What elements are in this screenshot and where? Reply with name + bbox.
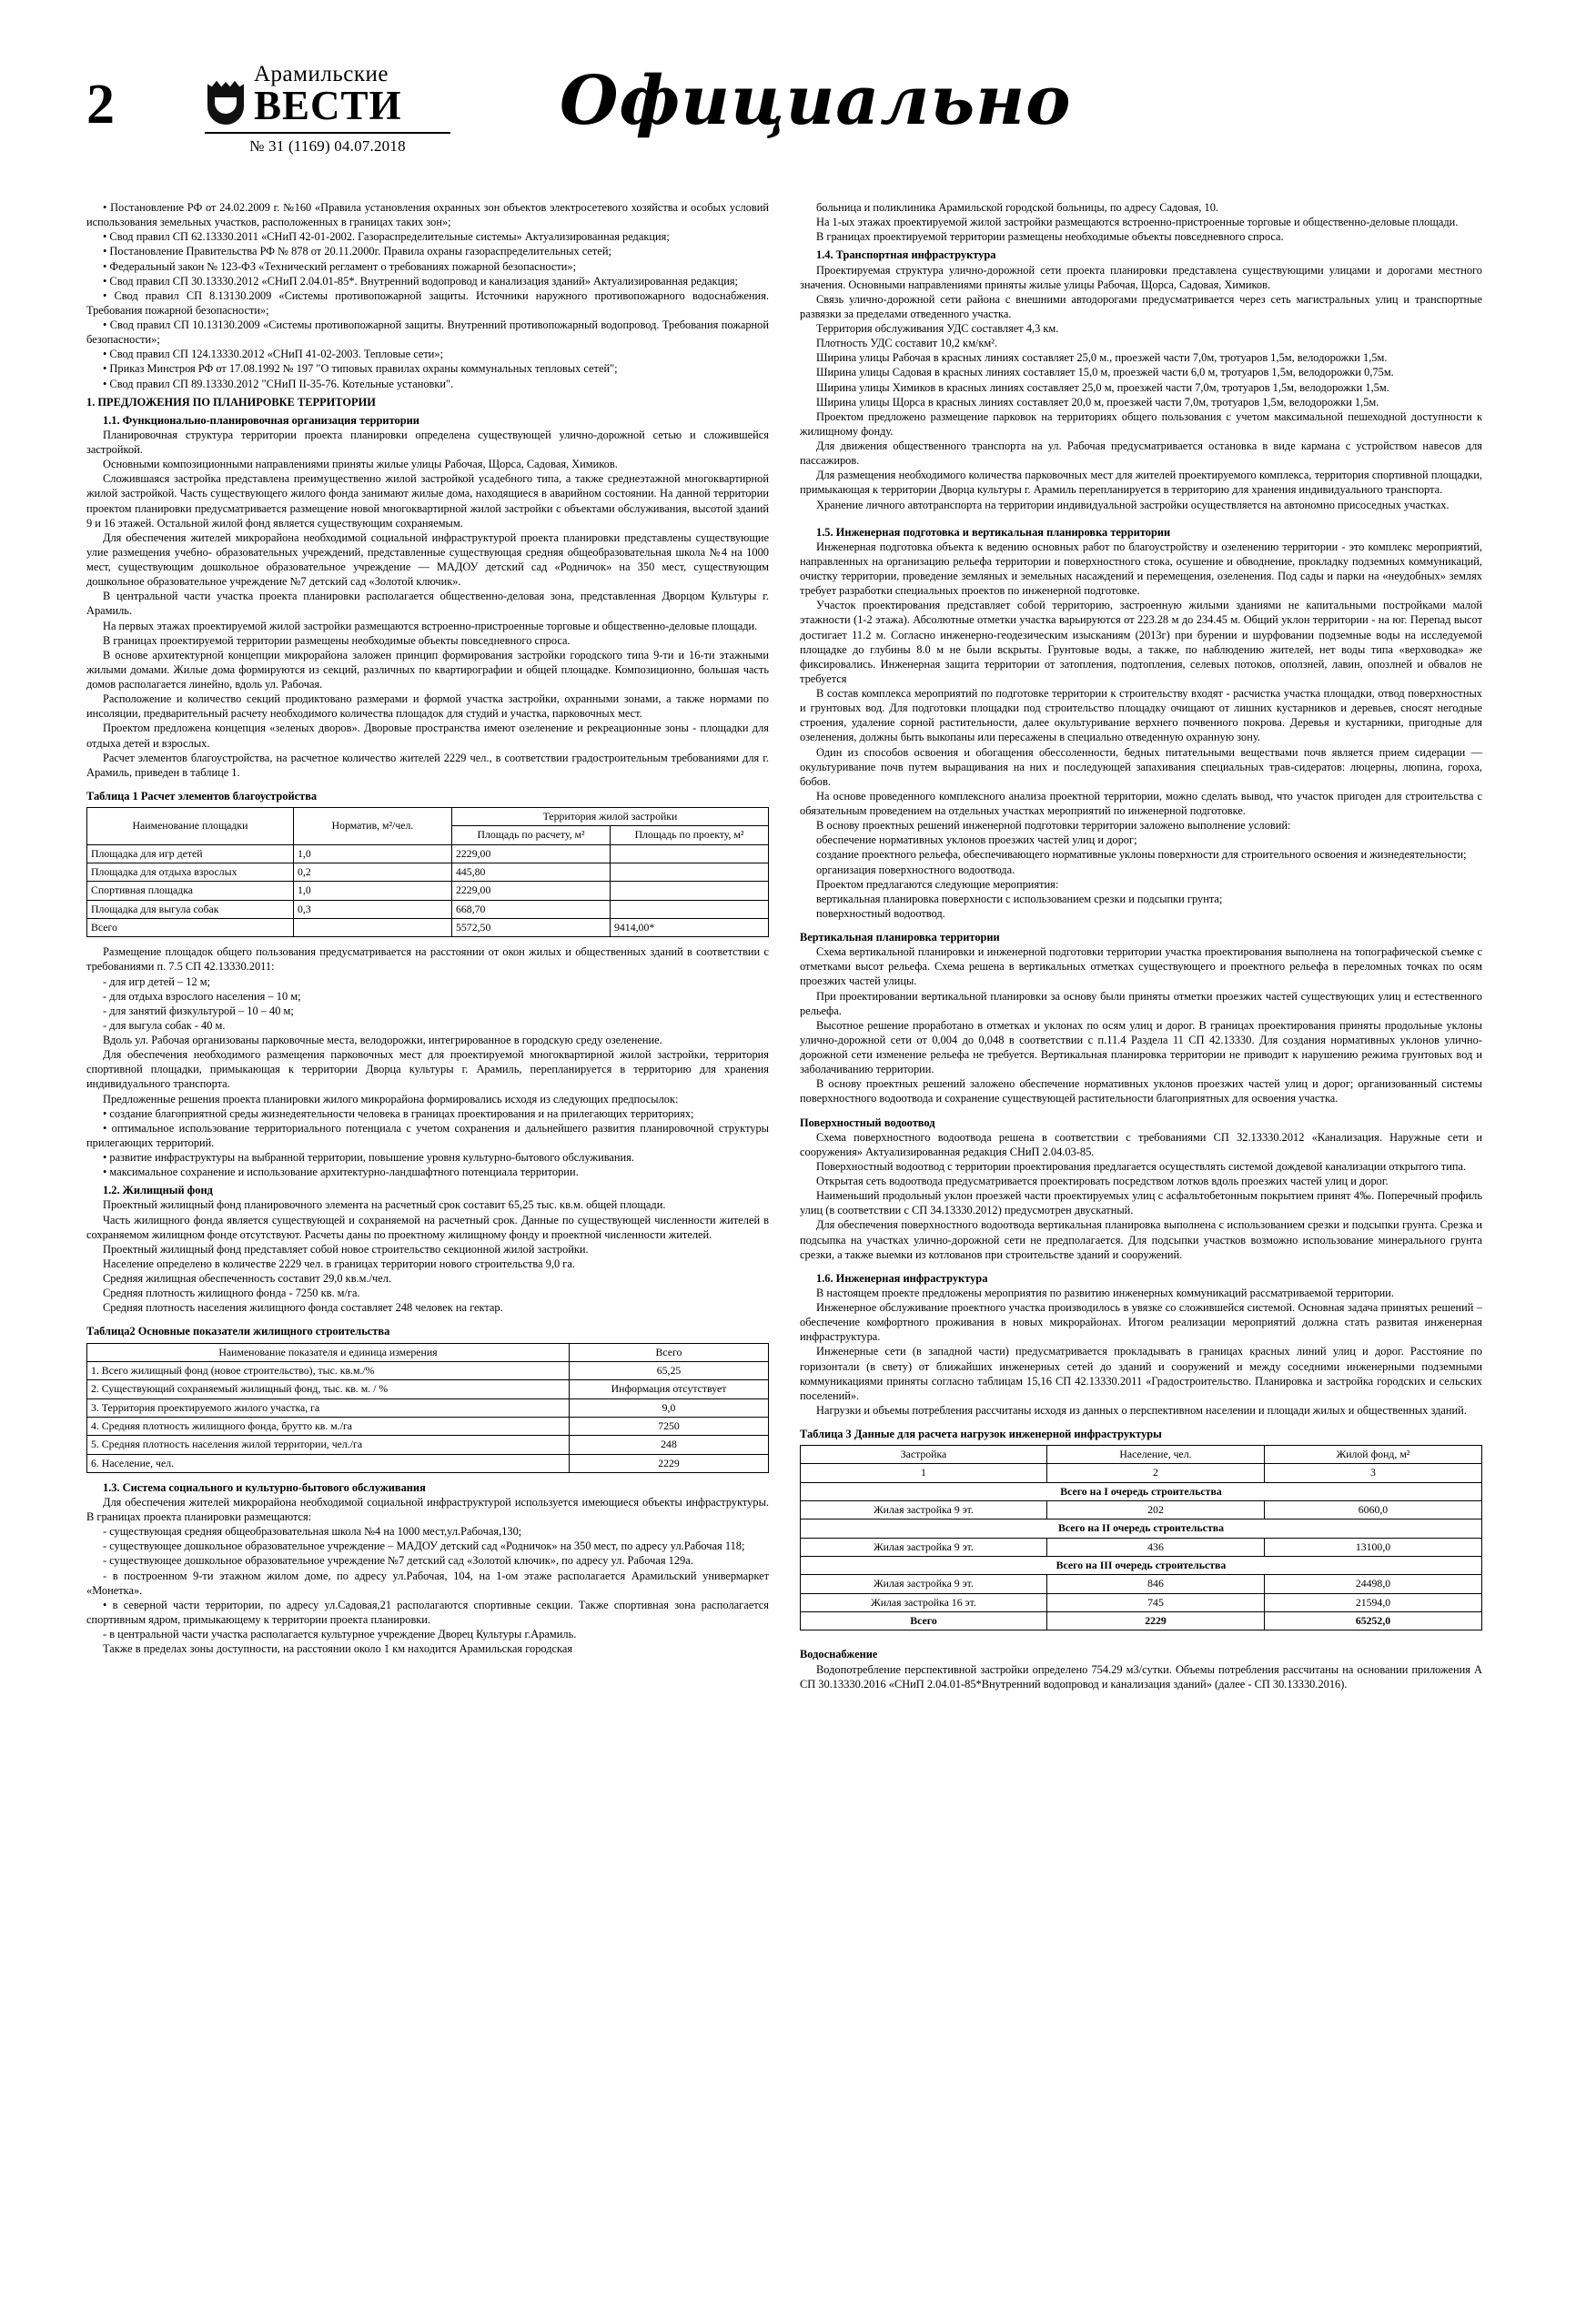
paragraph: Для обеспечения жителей микрорайона необходимой социальной инфраструктурой проекта планировки представлены существующие улие размещения учебно- образовательных учреждений, представленные существующая средняя общеобразовательная школа №4 на 1000 мест, существующим дошкольное образовательное учреждение — МАДОУ детский сад «Родничок» на 350 мест, существующим дошкольное образовательное учреждение №7 детский сад «Золотой ключик».: [86, 530, 769, 589]
paragraph: Проектный жилищный фонд представляет собой новое строительство секционной жилой застройки.: [103, 1242, 589, 1256]
paragraphs-1-6: [800, 1286, 1482, 1418]
table-group-title: Всего на I очередь строительства: [801, 1482, 1482, 1500]
table-cell: 445,80: [452, 863, 611, 881]
paragraph: Предложенные решения проекта планировки жилого микрорайона формировались исходя из следующих предпосылок:: [103, 1092, 679, 1106]
table-cell: 2. Существующий сохраняемый жилищный фонд, тыс. кв. м. / %: [87, 1380, 570, 1398]
table-group-header: [801, 1557, 1482, 1575]
paragraph: Средняя плотность населения жилищного фонда составляет 248 человек на гектар.: [103, 1301, 503, 1315]
paragraphs-1-1: [86, 428, 769, 780]
paragraph: Высотное решение проработано в отметках и уклонах по осям улиц и дорог. В границах проектирования приняты продольные уклоны улично-дорожной сети от 0,004 до 0,048 в соответствии с п.11.4 Раздела 11 СП 42.13330. Для создания нормативных уклонов улично-дорожной сети изменение рельефа не требуется. Вертикальная планировка территории не приводит к нарушению режима грунтовых вод и заболачиванию территории.: [800, 1018, 1482, 1076]
heading-water-supply: Водоснабжение: [800, 1648, 878, 1661]
paragraph: - для отдыха взрослого населения – 10 м;: [103, 989, 301, 1003]
table-cell: 6060,0: [1265, 1501, 1482, 1519]
table-cell-total: 2229: [1047, 1612, 1265, 1631]
table-total-row: [801, 1612, 1482, 1631]
paragraph: обеспечение нормативных уклонов проезжих частей улиц и дорог;: [816, 833, 1137, 847]
paragraph: В настоящем проекте предложены мероприятия по развитию инженерных коммуникаций рассматриваемой территории.: [816, 1286, 1394, 1299]
table-cell: [611, 900, 769, 918]
table-row: [87, 808, 769, 826]
paragraphs-surface: [800, 1130, 1482, 1262]
paragraph: Планировочная структура территории проекта планировки определена существующей улично-дорожной сетью и сложившейся застройкой.: [86, 428, 769, 456]
heading-1-1: 1.1. Функционально-планировочная организация территории: [103, 413, 419, 427]
right-column: [800, 200, 1482, 1691]
table-cell: 21594,0: [1265, 1593, 1482, 1611]
paragraphs-1-3: [86, 1495, 769, 1656]
table-cell: 5. Средняя плотность населения жилой территории, чел./га: [87, 1436, 570, 1454]
paragraph: Для движения общественного транспорта на ул. Рабочая предусматривается остановка в виде кармана с устройством навесов для пассажиров.: [800, 439, 1482, 468]
paragraph: Водопотребление перспективной застройки определено 754.29 м3/сутки. Объемы потребления рассчитаны на основании приложения А СП 30.13330.2016 «СНиП 2.04.01-85*Внутренний водопровод и канализация зданий» (далее - СП 30.13330.2016).: [800, 1662, 1482, 1691]
table-blagoustroystvo: [86, 807, 769, 937]
th-norm: Норматив, м²/чел.: [294, 808, 452, 845]
paragraph: Средняя жилищная обеспеченность составит 29,0 кв.м./чел.: [103, 1272, 392, 1286]
heading-1-5: 1.5. Инженерная подготовка и вертикальная планировка территории: [816, 525, 1171, 539]
paragraphs-after-table1: [86, 944, 769, 1179]
paragraphs-water: [800, 1662, 1482, 1691]
heading-1-4: 1.4. Транспортная инфраструктура: [816, 248, 996, 262]
paragraph: Для обеспечения поверхностного водоотвода вертикальная планировка выполнена с использованием срезки и подсыпки грунта. Срезка и подсыпка на участках улично-дорожной сети не предполагается. Для подсыпки участков возможно использование минерального грунта срезки, а также выемки из котлованов при строительстве зданий и сооружений.: [800, 1218, 1482, 1261]
bullets-top-list: [86, 200, 769, 391]
table-row: [87, 1380, 769, 1398]
paragraph: Ширина улицы Щорса в красных линиях составляет 20,0 м, проезжей части 7,0м, тротуаров 1,5м, велодорожки 1,5м.: [816, 395, 1379, 409]
table-row: [801, 1593, 1482, 1611]
table-row: [801, 1575, 1482, 1593]
table-cell: 745: [1047, 1593, 1265, 1611]
paragraph: В состав комплекса мероприятий по подготовке территории к строительству входят - расчистка участка площадки, отвод поверхностных и грунтовых вод. Для подготовки площадки под строительство площадку очищают от лишних кустарников и деревьев, сносят негодные строения, удаление сорной растительности, далее окультуривание верхнего почвенного покрова. Деревья и кустарники, пригодные для озеленения, должны быть выкопаны или пересажены в специально отведенную охранную зону.: [800, 687, 1482, 744]
paragraph: Для обеспечения жителей микрорайона необходимой социальной инфраструктурой используется имеющиеся объекты инфраструктуры. В границах проекта планировки размещаются:: [86, 1495, 769, 1524]
table-cell: 668,70: [452, 900, 611, 918]
table-group-header: [801, 1519, 1482, 1538]
paragraph: - существующее дошкольное образовательное учреждение №7 детский сад «Золотой ключик», по адресу ул. Рабочая 129а.: [103, 1554, 693, 1568]
table-cell: Жилая застройка 9 эт.: [801, 1538, 1047, 1556]
table-cell: Площадка для игр детей: [87, 844, 294, 863]
paragraph: Схема поверхностного водоотвода решена в соответствии с требованиями СП 32.13330.2012 «Канализация. Наружные сети и сооружения» Актуализированная редакция СНиП 2.04.03-85.: [800, 1130, 1482, 1158]
table-housing-indicators: [86, 1343, 769, 1473]
issue-line: № 31 (1169) 04.07.2018: [205, 132, 450, 156]
paragraph: Для обеспечения необходимого размещения парковочных мест для проектируемой многоквартирной жилой застройки, территория спортивной площадки, примыкающая к территории Дворца культуры г. Арамиль, перепланируется в территорию для хранения индивидуального транспорта.: [86, 1048, 769, 1091]
table-row: [87, 844, 769, 863]
table-cell: Жилая застройка 9 эт.: [801, 1501, 1047, 1519]
paragraph: • Свод правил СП 8.13130.2009 «Системы противопожарной защиты. Источники наружного противопожарного водоснабжения. Требования пожарной безопасности»;: [86, 288, 769, 317]
heading-1-6: 1.6. Инженерная инфраструктура: [816, 1271, 988, 1285]
paragraph: Расчет элементов благоустройства, на расчетное количество жителей 2229 чел., в соответствии градостроительным требованиями для г. Арамиль, приведен в таблице 1.: [86, 751, 769, 779]
table-cell-total: Всего: [801, 1612, 1047, 1631]
paragraph: • оптимальное использование территориального потенциала с учетом сохранения и дальнейшего развития планировочной структуры прилегающих территорий.: [86, 1121, 769, 1149]
table-cell: 65,25: [570, 1361, 769, 1379]
paragraph: Также в пределах зоны доступности, на расстоянии около 1 км находится Арамильская городская: [103, 1642, 573, 1656]
paragraph: Ширина улицы Рабочая в красных линиях составляет 25,0 м., проезжей части 7,0м, тротуаров 1,5м, велодорожки 1,5м.: [816, 351, 1388, 365]
newspaper-logo: [205, 64, 469, 156]
paragraph: Расположение и количество секций продиктовано размерами и формой участка застройки, охранными зонами, а также нормами по инсоляции, предварительный расчету необходимого количества площадок для студий и участка, парковочных мест.: [86, 692, 769, 721]
paragraph: Хранение личного автотранспорта на территории индивидуальной застройки осуществляется на автономно присоседных участках.: [816, 498, 1450, 511]
table-cell: [611, 882, 769, 900]
paragraph: вертикальная планировка поверхности с использованием срезки и подсыпки грунта;: [816, 892, 1223, 905]
article-body: [86, 200, 1510, 1691]
table2-caption: Таблица2 Основные показатели жилищного строительства: [86, 1325, 390, 1338]
table-cell: 4. Средняя плотность жилищного фонда, брутто кв. м./га: [87, 1417, 570, 1435]
th-total: Всего: [570, 1343, 769, 1361]
table-row: [87, 918, 769, 936]
paragraph: Один из способов освоения и обогащения обессоленности, бедных питательными веществами почв является прием сидерации — окультуривание почв путем выращивания на них и последующей запахивания специальных трав-сидератов: люцерны, люпина, гороха, бобов.: [800, 745, 1482, 788]
th-territory: Территория жилой застройки: [452, 808, 769, 826]
paragraph: • максимальное сохранение и использование архитектурно-ландшафтного потенциала территории.: [103, 1166, 579, 1179]
paragraph: Наименьший продольный уклон проезжей части проектируемых улиц с асфальтобетонным покрытием принят 4‰. Поперечный профиль улиц (в соответствии с СП 34.13330.2012) предусмотрен двускатный.: [800, 1189, 1482, 1217]
table-group-title: Всего на III очередь строительства: [801, 1557, 1482, 1575]
paragraph: Часть жилищного фонда является существующей и сохраняемой на расчетный срок. Данные по существующей численности жителей в сохраняемом жилищном фонде отсутствуют. Расчеты даны по проектному жилищному фонду и проектной численности жителей.: [86, 1213, 769, 1241]
heading-surface-drainage: Поверхностный водоотвод: [800, 1116, 935, 1129]
table-cell: 846: [1047, 1575, 1265, 1593]
logo-text: [254, 64, 402, 126]
paragraph: Проектом предлагаются следующие мероприятия:: [816, 877, 1059, 891]
td-num-1: 1: [801, 1464, 1047, 1482]
paragraph: Участок проектирования представляет собой территорию, застроенную жилыми зданиями не капитальными постройками малой этажности (1-2 этажа). Абсолютные отметки участка варьируются от 223.28 м до 234.45 м. Общий уклон территории - на юг. Перепад высот достигает 11.2 м. Согласно инженерно-геодезическим изысканиям (2013г) при бурении и шурфовании подземные воды на исследуемой площадке до глубины 8.0 м не были вскрыты. Грунтовые воды, а также, по наблюдению жителей, нет воды типа «верховодка» же фиксировались. Инженерная защита территории от затопления, подтопления, селевых потоков, оползней, лавин, опозлней и обвалов не требуется: [800, 599, 1482, 685]
paragraph: • Постановление РФ от 24.02.2009 г. №160 «Правила установления охранных зон объектов электросетевого хозяйства и особых условий использования земельных участков, расположенных в границах таких зон»;: [86, 201, 769, 229]
paragraph: Инженерные сети (в западной части) предусматривается прокладывать в границах красных линий улиц и дорог. Расстояние по горизонтали (в свету) от ближайших инженерных сетей до зданий и сооружений и между соседними инженерными подземными коммуникациями приняты согласно таблицам 15,16 СП 42.13330.2011 «Градостроительство. Планировка и застройка городских и сельских поселений».: [800, 1345, 1482, 1402]
paragraph: Открытая сеть водоотвода предусматривается проектировать посредством лотков вдоль проезжих частей улиц и дорог.: [816, 1175, 1389, 1187]
paragraph: В границах проектируемой территории размещены необходимые объекты повседневного спроса.: [816, 230, 1284, 244]
th-housing-fund: Жилой фонд, м²: [1265, 1446, 1482, 1464]
paragraph: - существующая средняя общеобразовательная школа №4 на 1000 мест,ул.Рабочая,130;: [103, 1525, 522, 1539]
table-cell: 3. Территория проектируемого жилого участка, га: [87, 1398, 570, 1417]
paragraph: Население определено в количестве 2229 чел. в границах территории нового строительства 9,0 га.: [103, 1257, 575, 1270]
table-row: [87, 1454, 769, 1472]
paragraph: Ширина улицы Химиков в красных линиях составляет 25,0 м, проезжей части 7,0м, тротуаров 1,5м, велодорожки 1,5м.: [816, 380, 1389, 394]
table-cell: Площадка для отдыха взрослых: [87, 863, 294, 881]
paragraph: - существующее дошкольное образовательное учреждение – МАДОУ детский сад «Родничок» на 350 мест, по адресу ул.Рабочая 118;: [103, 1540, 745, 1553]
table-cell: 436: [1047, 1538, 1265, 1556]
table-cell: 6. Население, чел.: [87, 1454, 570, 1472]
table-cell: 1,0: [294, 882, 452, 900]
td-num-3: 3: [1265, 1464, 1482, 1482]
masthead: [86, 55, 1510, 191]
table-cell: 2229: [570, 1454, 769, 1472]
table-cell: 24498,0: [1265, 1575, 1482, 1593]
paragraph: Основными композиционными направлениями приняты жилые улицы Рабочая, Щорса, Садовая, Химиков.: [103, 458, 618, 471]
paragraph: В основе архитектурной концепции микрорайона заложен принцип формирования застройки городского типа 9-ти и 16-ти этажными жилыми домами. Жилые дома формируются из секций, различных по квартирографии и общей площадке. Композиционно, большая часть домов располагается линейно, вдоль ул. Рабочая.: [86, 648, 769, 691]
paragraph: • Федеральный закон № 123-ФЗ «Технический регламент о требованиях пожарной безопасности»;: [103, 259, 577, 273]
paragraph: - для выгула собак - 40 м.: [103, 1018, 226, 1032]
paragraph: • Приказ Минстроя РФ от 17.08.1992 № 197 "О типовых правилах охраны коммунальных тепловых сетей";: [103, 362, 618, 376]
paragraph: • создание благоприятной среды жизнедеятельности человека в границах проектирования и на прилегающих территориях;: [103, 1106, 694, 1120]
paragraph: Нагрузки и объемы потребления рассчитаны исходя из данных о перспективном населении и площади жилых и общественных зданий.: [816, 1403, 1467, 1417]
coat-of-arms-icon: [205, 79, 247, 126]
paragraph: На основе проведенного комплексного анализа проектной территории, можно сделать вывод, что участок пригоден для строительства с обязательным проведением на отдельных участках мероприятий по инженерной подготовке.: [800, 789, 1482, 817]
table-row: [87, 1417, 769, 1435]
paragraph: • развитие инфраструктуры на выбранной территории, повышение уровня культурно-бытового обслуживания.: [103, 1151, 634, 1165]
table-row: [87, 1343, 769, 1361]
table-cell: 13100,0: [1265, 1538, 1482, 1556]
table-cell: [611, 863, 769, 881]
td-num-2: 2: [1047, 1464, 1265, 1482]
table-cell: Всего: [87, 918, 294, 936]
paragraph: На первых этажах проектируемой жилой застройки размещаются встроенно-пристроенные торговые и общественно-деловые площади.: [103, 619, 758, 632]
table-row: [87, 1436, 769, 1454]
heading-vertical-planning: Вертикальная планировка территории: [800, 931, 1000, 944]
paragraph: Средняя плотность жилищного фонда - 7250 кв. м/га.: [103, 1287, 360, 1300]
paragraph: • Свод правил СП 62.13330.2011 «СНиП 42-01-2002. Газораспределительные системы» Актуализированная редакция;: [103, 230, 670, 244]
table-cell: 2229,00: [452, 882, 611, 900]
paragraph: В границах проектируемой территории размещены необходимые объекты повседневного спроса.: [103, 633, 571, 647]
newspaper-page: [0, 55, 1596, 2312]
th-name: Наименование площадки: [87, 808, 294, 845]
paragraph: создание проектного рельефа, обеспечивающего нормативные уклоны поверхности для строительного освоения и жизнедеятельности;: [816, 848, 1467, 862]
heading-1-2: 1.2. Жилищный фонд: [103, 1184, 213, 1197]
table-cell: 9414,00*: [611, 918, 769, 936]
paragraph: Поверхностный водоотвод с территории проектирования предлагается осуществлять системой дождевой канализации открытого типа.: [816, 1159, 1467, 1173]
table-cell: 1. Всего жилищный фонд (новое строительство), тыс. кв.м./%: [87, 1361, 570, 1379]
table-cell: 202: [1047, 1501, 1265, 1519]
table-row: [87, 1361, 769, 1379]
paragraph: В центральной части участка проекта планировки располагается общественно-деловая зона, представленная Дворцом Культуры г. Арамиль.: [86, 590, 769, 618]
paragraph: На 1-ых этажах проектируемой жилой застройки размещаются встроенно-пристроенные торговые и общественно-деловые площади.: [816, 216, 1459, 229]
page-number: 2: [86, 74, 115, 136]
paragraph: Инженерное обслуживание проектного участка производилось в увязке со сложившейся системой. Основная задача принятых решений – обеспечение комфортного проживания в новых микрорайонах. Итогом реализации мероприятий должна стать развитая инженерная инфраструктура.: [800, 1301, 1482, 1344]
table-cell: 2229,00: [452, 844, 611, 863]
paragraphs-vertical: [800, 944, 1482, 1106]
paragraph: • Свод правил СП 10.13130.2009 «Системы противопожарной защиты. Внутренний противопожарный водопровод. Требования пожарной безопасности»;: [86, 318, 769, 347]
paragraph: Проектируемая структура улично-дорожной сети проекта планировки представлена существующими улицами и дорогами местного значения. Основными направлениями приняты жилые улицы Рабочая, Щорса, Садовая, Химиков.: [800, 263, 1482, 291]
paragraphs-top-right: [800, 200, 1482, 244]
table-cell: 5572,50: [452, 918, 611, 936]
paragraph: Ширина улицы Садовая в красных линиях составляет 15,0 м, проезжей части 6,0 м, тротуаров 1,5м, велодорожки 0,75м.: [816, 366, 1394, 379]
table3-caption: Таблица 3 Данные для расчета нагрузок инженерной инфраструктуры: [800, 1428, 1162, 1440]
paragraph: - в построенном 9-ти этажном жилом доме, по адресу ул.Рабочая, 104, на 1-ом этаже располагается Арамильский универмаркет «Монетка».: [86, 1569, 769, 1597]
table-row: [87, 900, 769, 918]
table-row: [801, 1446, 1482, 1464]
table-row: [87, 882, 769, 900]
table-row: [801, 1501, 1482, 1519]
paragraph: • Свод правил СП 30.13330.2012 «СНиП 2.04.01-85*. Внутренний водопровод и канализация зданий» Актуализированная редакция;: [103, 274, 738, 288]
table-row: [801, 1538, 1482, 1556]
table-cell: 0,3: [294, 900, 452, 918]
paragraph: Схема вертикальной планировки и инженерной подготовки территории участка проектирования выполнена на топографической съемке с отметками высот рельефа. Схема решена в вертикальных отметках существующего и проектного рельефа в переломных точках по осям проезжих частей улицы.: [800, 945, 1482, 988]
table-cell: 1,0: [294, 844, 452, 863]
table-cell-total: 65252,0: [1265, 1612, 1482, 1631]
paragraph: - в центральной части участка располагается культурное учреждение Дворец Культуры г.Арамиль.: [103, 1628, 577, 1641]
table-cell: Жилая застройка 9 эт.: [801, 1575, 1047, 1593]
paragraph: Связь улично-дорожной сети района с внешними автодорогами предусматривается через сеть магистральных улиц и транспортные развязки за пределами отведенного участка.: [800, 292, 1482, 320]
paragraphs-1-5: [800, 540, 1482, 921]
logo-title-top: Арамильские: [254, 62, 389, 86]
table-group-header: [801, 1482, 1482, 1500]
table-cell: 9,0: [570, 1398, 769, 1417]
paragraph: Сложившаяся застройка представлена преимущественно жилой застройкой усадебного типа, а также среднеэтажной многоквартирной жилой застройкой. Часть существующего жилого фонда занимают жилые дома, находящиеся в аварийном состоянии. На данной территории проектом планировки предусматривается размещение новой многоквартирной жилой застройки с объектами обслуживания, высотой зданий 9 и 16 этажей. Остальной жилой фонд является существующим сохраняемым.: [86, 472, 769, 530]
table-cell: [294, 918, 452, 936]
th-development: Застройка: [801, 1446, 1047, 1464]
paragraph: организация поверхностного водоотвода.: [816, 863, 1015, 876]
paragraphs-1-2: [86, 1197, 769, 1315]
heading-1: 1. ПРЕДЛОЖЕНИЯ ПО ПЛАНИРОВКЕ ТЕРРИТОРИИ: [86, 395, 376, 409]
paragraph: • Свод правил СП 124.13330.2012 «СНиП 41-02-2003. Тепловые сети»;: [103, 348, 444, 361]
paragraph: В основу проектных решений заложено обеспечение нормативных уклонов проезжих частей улиц и дорог; организованный системы поверхностного водоотвода и сохранение существующей растительности благоприятных для освоения участка.: [800, 1077, 1482, 1106]
th-indicator: Наименование показателя и единица измерения: [87, 1343, 570, 1361]
th-area-calc: Площадь по расчету, м²: [452, 826, 611, 844]
table-group-title: Всего на II очередь строительства: [801, 1519, 1482, 1538]
left-column: [86, 200, 769, 1691]
paragraph: - для игр детей – 12 м;: [103, 974, 211, 988]
paragraph: Инженерная подготовка объекта к ведению основных работ по благоустройству и озеленению территории - это комплекс мероприятий, направленных на организацию рельефа территории и поверхностного стока, осушение и обводнение, прокладку подземных коммуникаций, очистку территории, проведение земляных и земельных насаждений и перемещения, озеленения. Под сады и парки на «неудобных» землях требует разработки специальных проектов по инженерной подготовке.: [800, 540, 1482, 598]
paragraph: Размещение площадок общего пользования предусматривается на расстоянии от окон жилых и общественных зданий в соответствии с требованиями п. 7.5 СП 42.13330.2011:: [86, 945, 769, 974]
paragraph: - для занятий физкультурой – 10 – 40 м;: [103, 1004, 294, 1017]
paragraph: В основу проектных решений инженерной подготовки территории заложено выполнение условий:: [816, 819, 1291, 833]
paragraph: больница и поликлиника Арамильской городской больницы, по адресу Садовая, 10.: [816, 201, 1219, 214]
paragraph: Проектом предложено размещение парковок на территориях общего пользования с учетом максимальной пешеходной доступности к жилищному фонду.: [800, 409, 1482, 438]
table-cell: Спортивная площадка: [87, 882, 294, 900]
table-infrastructure-loads: [800, 1445, 1482, 1631]
paragraph: • в северной части территории, по адресу ул.Садовая,21 располагаются спортивные секции. Также спортивная зона располагается спортивным ядром, примыкающему к территории проекта планировки.: [86, 1598, 769, 1626]
heading-1-3: 1.3. Система социального и культурно-бытового обслуживания: [103, 1480, 426, 1494]
logo-title-bottom: ВЕСТИ: [254, 82, 402, 128]
table-cell: 248: [570, 1436, 769, 1454]
table-row: [87, 1398, 769, 1417]
paragraph: Проектный жилищный фонд планировочного элемента на расчетный срок составит 65,25 тыс. кв.м. общей площади.: [103, 1198, 666, 1212]
table-cell: Площадка для выгула собак: [87, 900, 294, 918]
th-population: Население, чел.: [1047, 1446, 1265, 1464]
table-cell: Информация отсутствует: [570, 1380, 769, 1398]
paragraph: • Постановление Правительства РФ № 878 от 20.11.2000г. Правила охраны газораспределительных сетей;: [103, 245, 611, 258]
table-row: [801, 1464, 1482, 1482]
logo-row: [205, 64, 469, 126]
table-cell: 0,2: [294, 863, 452, 881]
table-row: [87, 863, 769, 881]
paragraph: Территория обслуживания УДС составляет 4,3 км.: [816, 322, 1059, 335]
paragraph: • Свод правил СП 89.13330.2012 "СНиП II-35-76. Котельные установки".: [103, 377, 454, 390]
paragraph: Проектом предложена концепция «зеленых дворов». Дворовые пространства имеют озеленение и рекреационные зоны - площадки для отдыха детей и взрослых.: [86, 722, 769, 750]
table-cell: Жилая застройка 16 эт.: [801, 1593, 1047, 1611]
table-cell: 7250: [570, 1417, 769, 1435]
table-cell: [611, 844, 769, 863]
paragraphs-1-4: [800, 263, 1482, 512]
paragraph: Плотность УДС составит 10,2 км/км².: [816, 337, 998, 350]
paragraph: Вдоль ул. Рабочая организованы парковочные места, велодорожки, интегрированное в городскую среду озеленение.: [103, 1034, 662, 1047]
paragraph: поверхностный водоотвод.: [816, 906, 945, 920]
section-title: Официально: [560, 62, 1072, 140]
paragraph: Для размещения необходимого количества парковочных мест для жителей проектируемого комплекса, территория спортивной площадки, примыкающая к территории Дворца культуры г. Арамиль перепланируется в территорию для хранения индивидуального транспорта.: [800, 469, 1482, 497]
table1-caption: Таблица 1 Расчет элементов благоустройства: [86, 789, 318, 803]
paragraph: При проектировании вертикальной планировки за основу были приняты отметки проезжих частей существующих улиц и естественного рельефа.: [800, 989, 1482, 1017]
th-area-project: Площадь по проекту, м²: [611, 826, 769, 844]
